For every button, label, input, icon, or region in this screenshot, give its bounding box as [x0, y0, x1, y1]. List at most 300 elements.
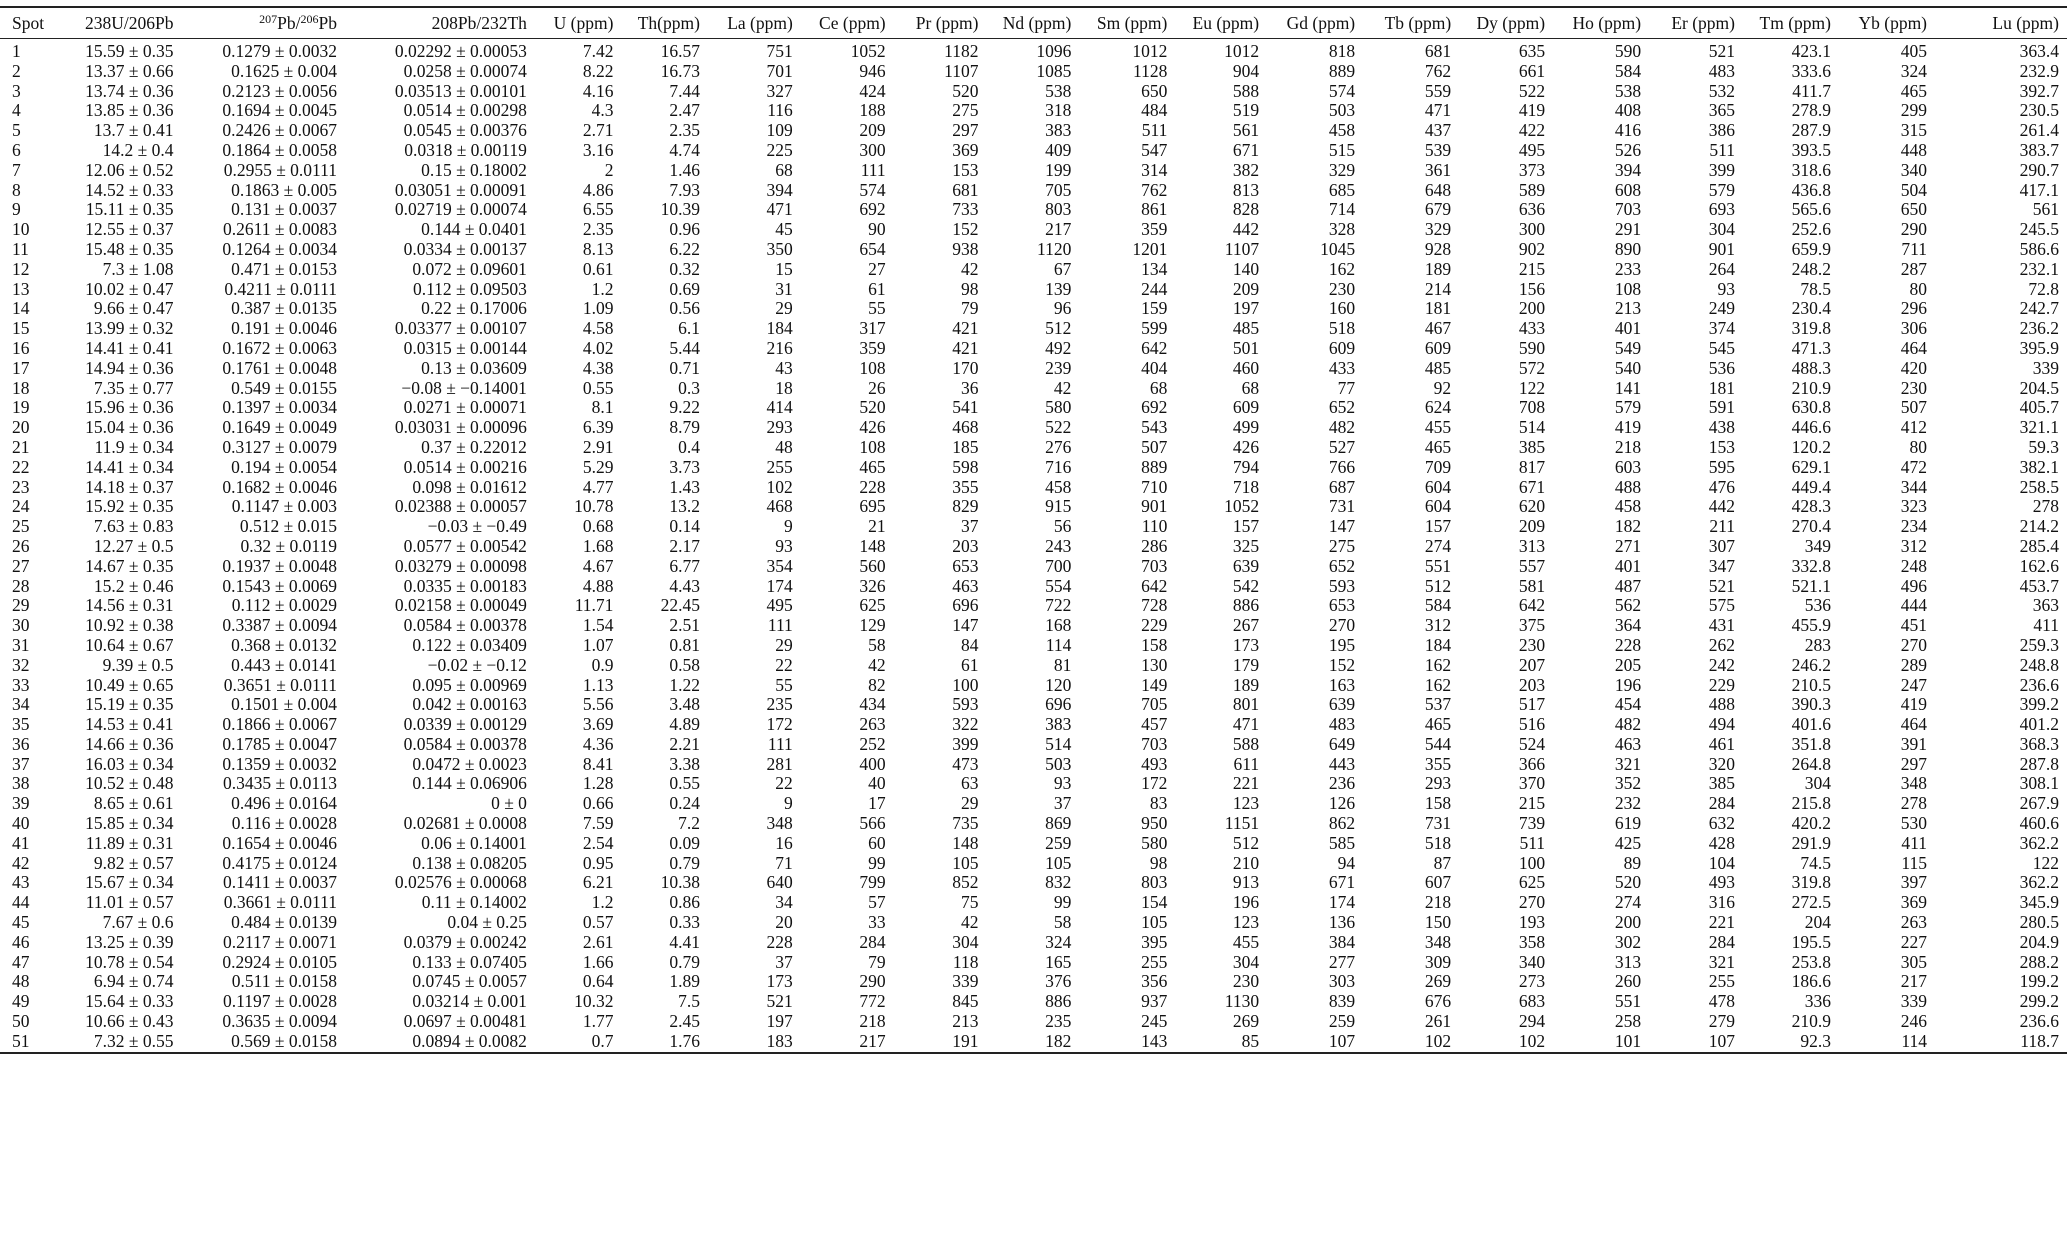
cell-dy: 495 [1518, 139, 1546, 160]
cell-gd: 585 [1328, 832, 1356, 853]
cell-spot: 43 [12, 872, 30, 893]
cell-u: 2.35 [582, 219, 614, 240]
cell-ce: 57 [868, 892, 886, 913]
cell-la: 93 [775, 535, 793, 556]
cell-pb-th: 0.13 ± 0.03609 [421, 357, 527, 378]
cell-u: 0.64 [582, 971, 614, 992]
cell-pr: 598 [952, 456, 979, 477]
cell-yb: 530 [1900, 813, 1928, 834]
cell-u-pb: 10.64 ± 0.67 [85, 634, 174, 655]
cell-ho: 401 [1614, 555, 1642, 576]
cell-u: 2 [604, 159, 614, 180]
cell-ce: 772 [859, 991, 886, 1012]
cell-gd: 818 [1328, 41, 1356, 61]
cell-u-pb: 14.94 ± 0.36 [85, 357, 174, 378]
cell-er: 284 [1708, 793, 1735, 814]
cell-u-pb: 9.66 ± 0.47 [93, 298, 174, 319]
cell-eu: 471 [1232, 714, 1260, 735]
cell-pb-th: −0.03 ± −0.49 [427, 516, 527, 537]
cell-th: 2.51 [669, 615, 700, 636]
table-row [0, 438, 2067, 458]
cell-er: 93 [1717, 278, 1735, 299]
cell-er: 575 [1708, 595, 1735, 616]
cell-er: 320 [1708, 753, 1735, 774]
cell-u: 5.56 [582, 694, 614, 715]
cell-u: 5.29 [582, 456, 614, 477]
cell-er: 242 [1708, 654, 1735, 675]
cell-eu: 1012 [1224, 41, 1260, 61]
cell-ho: 394 [1614, 159, 1642, 180]
cell-pr: 1182 [944, 41, 979, 61]
cell-nd: 869 [1045, 813, 1072, 834]
cell-sm: 484 [1141, 100, 1168, 121]
cell-la: 18 [775, 377, 793, 398]
cell-u-pb: 15.64 ± 0.33 [85, 991, 174, 1012]
cell-tb: 467 [1424, 318, 1452, 339]
cell-sm: 762 [1141, 179, 1168, 200]
cell-th: 10.39 [660, 199, 700, 220]
table-row [0, 260, 2067, 280]
cell-yb: 464 [1900, 714, 1928, 735]
cell-nd: 492 [1045, 337, 1072, 358]
cell-yb: 324 [1900, 60, 1928, 81]
cell-nd: 120 [1045, 674, 1072, 695]
cell-la: 111 [767, 733, 793, 754]
cell-pb-pb: 0.3661 ± 0.0111 [223, 892, 337, 913]
cell-tb: 539 [1424, 139, 1452, 160]
cell-ho: 258 [1614, 1011, 1642, 1032]
cell-eu: 512 [1232, 832, 1260, 853]
cell-yb: 348 [1900, 773, 1928, 794]
cell-nd: 96 [1053, 298, 1072, 319]
cell-pb-th: 0.0577 ± 0.00542 [403, 535, 527, 556]
cell-gd: 107 [1267, 1032, 1363, 1053]
table-row [0, 735, 2067, 755]
table-row [0, 418, 2067, 438]
cell-th: 6.22 [669, 238, 700, 259]
cell-ho: 487 [1614, 575, 1642, 596]
cell-pb-pb: 0.1649 ± 0.0049 [222, 417, 337, 438]
cell-u-pb: 7.67 ± 0.6 [102, 912, 174, 933]
cell-pb-pb: 0.1654 ± 0.0046 [222, 832, 337, 853]
cell-th: 6.1 [678, 318, 700, 339]
cell-tm: 349 [1804, 535, 1831, 556]
cell-ce: 654 [859, 238, 886, 259]
cell-tm: 629.1 [1791, 456, 1831, 477]
cell-tm: 332.8 [1791, 555, 1831, 576]
cell-pb-th: 0.042 ± 0.00163 [412, 694, 527, 715]
cell-pb-th: 0.02681 ± 0.0008 [403, 813, 527, 834]
cell-pb-pb: 0.3127 ± 0.0079 [222, 436, 337, 457]
cell-spot: 23 [12, 476, 30, 497]
cell-nd: 886 [1045, 991, 1072, 1012]
cell-gd: 163 [1328, 674, 1356, 695]
cell-lu: 460.6 [2019, 813, 2059, 834]
cell-eu: 671 [1232, 139, 1260, 160]
cell-pr: 681 [952, 179, 979, 200]
cell-tm: 449.4 [1791, 476, 1831, 497]
cell-pb-pb: 0.2117 ± 0.0071 [223, 931, 337, 952]
cell-tm: 304 [1804, 773, 1831, 794]
cell-pb-pb: 0.2955 ± 0.0111 [223, 159, 337, 180]
cell-pb-pb: 0.3387 ± 0.0094 [222, 615, 337, 636]
cell-gd: 230 [1328, 278, 1356, 299]
cell-la: 15 [775, 258, 793, 279]
cell-sm: 105 [1141, 912, 1168, 933]
cell-pr: 63 [960, 773, 979, 794]
cell-gd: 384 [1328, 931, 1356, 952]
cell-pr: 153 [952, 159, 979, 180]
cell-la: 102 [766, 476, 793, 497]
cell-gd: 482 [1328, 417, 1356, 438]
cell-tb: 485 [1424, 357, 1452, 378]
cell-gd: 483 [1328, 714, 1356, 735]
cell-eu: 157 [1232, 516, 1260, 537]
cell-sm: 457 [1141, 714, 1168, 735]
cell-lu: 345.9 [2019, 892, 2059, 913]
cell-eu: 68 [1241, 377, 1260, 398]
cell-ho: 274 [1614, 892, 1642, 913]
cell-yb: 504 [1900, 179, 1928, 200]
cell-gd: 687 [1328, 476, 1356, 497]
cell-la: 37 [775, 951, 793, 972]
table-row [0, 220, 2067, 240]
col-header-la: La (ppm) [708, 7, 801, 39]
cell-ho: 218 [1614, 436, 1642, 457]
cell-lu: 417.1 [2019, 179, 2059, 200]
cell-u: 1.28 [582, 773, 614, 794]
cell-spot: 8 [12, 179, 21, 200]
cell-la: 521 [766, 991, 793, 1012]
cell-sm: 705 [1141, 694, 1168, 715]
cell-th: 6.77 [669, 555, 700, 576]
table-row [0, 458, 2067, 478]
cell-gd: 328 [1328, 219, 1356, 240]
cell-spot: 9 [12, 199, 21, 220]
cell-spot: 42 [12, 852, 30, 873]
cell-pr: 37 [960, 516, 979, 537]
cell-la: 348 [766, 813, 793, 834]
cell-dy: 635 [1518, 41, 1546, 61]
cell-pb-th: 0.0545 ± 0.00376 [403, 120, 527, 141]
cell-ho: 538 [1614, 80, 1642, 101]
cell-spot: 28 [12, 575, 30, 596]
cell-u-pb: 7.3 ± 1.08 [102, 258, 174, 279]
cell-eu: 210 [1232, 852, 1260, 873]
cell-yb: 312 [1900, 535, 1928, 556]
cell-spot: 39 [12, 793, 30, 814]
cell-nd: 409 [1045, 139, 1072, 160]
cell-sm: 314 [1141, 159, 1168, 180]
cell-tb: 584 [1424, 595, 1452, 616]
cell-ho: 302 [1614, 931, 1642, 952]
cell-gd: 277 [1328, 951, 1356, 972]
cell-tm: 272.5 [1791, 892, 1831, 913]
table-row [0, 577, 2067, 597]
cell-la: 281 [766, 753, 793, 774]
cell-lu: 59.3 [2028, 436, 2059, 457]
cell-pr: 355 [952, 476, 979, 497]
cell-pr: 421 [952, 337, 979, 358]
cell-th: 7.44 [669, 80, 700, 101]
cell-ce: 359 [859, 337, 886, 358]
cell-u: 3.16 [582, 139, 614, 160]
cell-yb: 114 [1839, 1032, 1935, 1053]
cell-u: 1.77 [582, 1011, 614, 1032]
cell-pb-th: 0.03031 ± 0.00096 [394, 417, 527, 438]
cell-th: 1.76 [621, 1032, 708, 1053]
table-row [0, 398, 2067, 418]
cell-eu: 230 [1232, 971, 1260, 992]
cell-pr: 98 [960, 278, 979, 299]
cell-dy: 683 [1518, 991, 1546, 1012]
cell-dy: 739 [1518, 813, 1546, 834]
cell-sm: 703 [1141, 733, 1168, 754]
cell-th: 7.5 [678, 991, 700, 1012]
cell-gd: 862 [1328, 813, 1356, 834]
cell-u-pb: 13.74 ± 0.36 [85, 80, 174, 101]
cell-tb: 261 [1424, 1011, 1452, 1032]
col-header-238u-206pb: 238U/206Pb [63, 7, 181, 39]
cell-ho: 408 [1614, 100, 1642, 121]
cell-nd: 705 [1045, 179, 1072, 200]
table-body [0, 39, 2067, 1053]
cell-sm: 359 [1141, 219, 1168, 240]
cell-pb-pb: 0.1866 ± 0.0067 [222, 714, 337, 735]
cell-gd: 77 [1337, 377, 1356, 398]
cell-er: 442 [1708, 496, 1735, 517]
table-row [0, 596, 2067, 616]
cell-tm: 565.6 [1791, 199, 1831, 220]
cell-tm: 195.5 [1791, 931, 1831, 952]
table-row [0, 121, 2067, 141]
cell-spot: 5 [12, 120, 21, 141]
cell-pb-pb: 0.368 ± 0.0132 [231, 634, 337, 655]
cell-pb-pb: 0.1359 ± 0.0032 [222, 753, 337, 774]
cell-u-pb: 14.41 ± 0.41 [85, 337, 174, 358]
cell-yb: 397 [1900, 872, 1928, 893]
cell-u: 8.1 [591, 397, 614, 418]
cell-pb-th: 0.03214 ± 0.001 [412, 991, 527, 1012]
cell-lu: 214.2 [2019, 516, 2059, 537]
cell-pb-th: 0.0745 ± 0.0057 [412, 971, 527, 992]
cell-er: 386 [1708, 120, 1735, 141]
cell-pb-pb: 0.1863 ± 0.005 [231, 179, 337, 200]
cell-dy: 373 [1518, 159, 1546, 180]
cell-eu: 426 [1232, 436, 1260, 457]
cell-lu: 382.1 [2019, 456, 2059, 477]
cell-ho: 401 [1614, 318, 1642, 339]
cell-u-pb: 14.66 ± 0.36 [85, 733, 174, 754]
cell-pb-pb: 0.511 ± 0.0158 [231, 971, 337, 992]
cell-ce: 284 [859, 931, 886, 952]
cell-pb-pb: 0.1147 ± 0.003 [231, 496, 337, 517]
table-row [0, 893, 2067, 913]
cell-pb-pb: 0.387 ± 0.0135 [231, 298, 337, 319]
cell-la: 48 [775, 436, 793, 457]
cell-nd: 165 [1045, 951, 1072, 972]
cell-tb: 355 [1424, 753, 1452, 774]
cell-ho: 141 [1614, 377, 1642, 398]
cell-u: 1.68 [582, 535, 614, 556]
cell-tb: 624 [1424, 397, 1452, 418]
cell-pr: 304 [952, 931, 979, 952]
cell-tb: 544 [1424, 733, 1452, 754]
cell-la: 16 [775, 832, 793, 853]
cell-spot: 49 [12, 991, 30, 1012]
cell-pb-th: 0.144 ± 0.06906 [412, 773, 527, 794]
cell-pb-th: 0.02158 ± 0.00049 [394, 595, 527, 616]
cell-yb: 465 [1900, 80, 1928, 101]
cell-ho: 425 [1614, 832, 1642, 853]
cell-u: 1.13 [582, 674, 614, 695]
cell-tb: 348 [1424, 931, 1452, 952]
cell-ce: 58 [868, 634, 886, 655]
cell-la: 109 [766, 120, 793, 141]
cell-pb-pb: 0.131 ± 0.0037 [231, 199, 337, 220]
cell-tm: 287.9 [1791, 120, 1831, 141]
cell-pb-pb: 0.1682 ± 0.0046 [222, 476, 337, 497]
cell-la: 29 [775, 634, 793, 655]
cell-tm: 420.2 [1791, 813, 1831, 834]
cell-yb: 290 [1900, 219, 1928, 240]
cell-gd: 714 [1328, 199, 1356, 220]
cell-pb-th: 0.0271 ± 0.00071 [403, 397, 527, 418]
cell-nd: 199 [1045, 159, 1072, 180]
cell-er: 211 [1709, 516, 1735, 537]
cell-yb: 507 [1900, 397, 1928, 418]
cell-pr: 148 [952, 832, 979, 853]
cell-th: 16.73 [660, 60, 700, 81]
cell-dy: 385 [1518, 436, 1546, 457]
cell-sm: 803 [1141, 872, 1168, 893]
cell-eu: 173 [1232, 634, 1260, 655]
cell-pb-pb: 0.112 ± 0.0029 [231, 595, 337, 616]
table-row [0, 656, 2067, 676]
cell-yb: 448 [1900, 139, 1928, 160]
cell-eu: 325 [1232, 535, 1260, 556]
cell-sm: 229 [1141, 615, 1168, 636]
cell-spot: 27 [12, 555, 30, 576]
cell-spot: 20 [12, 417, 30, 438]
cell-ho: 619 [1614, 813, 1642, 834]
cell-lu: 453.7 [2019, 575, 2059, 596]
cell-eu: 609 [1232, 397, 1260, 418]
cell-th: 7.2 [678, 813, 700, 834]
cell-tm: 215.8 [1791, 793, 1831, 814]
cell-spot: 4 [12, 100, 21, 121]
cell-yb: 230 [1900, 377, 1928, 398]
cell-u-pb: 7.63 ± 0.83 [93, 516, 174, 537]
cell-u: 0.9 [591, 654, 614, 675]
cell-u: 8.41 [582, 753, 614, 774]
cell-gd: 671 [1328, 872, 1356, 893]
cell-th: 1.89 [669, 971, 700, 992]
cell-eu: 123 [1232, 912, 1260, 933]
cell-eu: 1107 [1224, 238, 1260, 259]
cell-er: 579 [1708, 179, 1735, 200]
cell-tb: 551 [1424, 555, 1452, 576]
cell-th: 4.41 [669, 931, 700, 952]
cell-tb: 162 [1424, 654, 1452, 675]
cell-yb: 217 [1900, 971, 1928, 992]
cell-pr: 213 [952, 1011, 979, 1032]
cell-u-pb: 14.18 ± 0.37 [85, 476, 174, 497]
cell-u: 10.78 [574, 496, 614, 517]
cell-spot: 32 [12, 654, 30, 675]
cell-pb-pb: 0.32 ± 0.0119 [240, 535, 337, 556]
cell-tm: 248.2 [1791, 258, 1831, 279]
cell-gd: 527 [1328, 436, 1356, 457]
cell-lu: 199.2 [2019, 971, 2059, 992]
cell-sm: 507 [1141, 436, 1168, 457]
cell-pb-th: 0.06 ± 0.14001 [421, 832, 527, 853]
cell-spot: 40 [12, 813, 30, 834]
cell-tm: 428.3 [1791, 496, 1831, 517]
cell-pr: 463 [952, 575, 979, 596]
cell-tm: 319.8 [1791, 318, 1831, 339]
cell-nd: 114 [1045, 634, 1072, 655]
cell-la: 350 [766, 238, 793, 259]
col-header-pr: Pr (ppm) [894, 7, 987, 39]
cell-la: 495 [766, 595, 793, 616]
cell-spot: 33 [12, 674, 30, 695]
cell-pb-th: 0.072 ± 0.09601 [412, 258, 527, 279]
table-row [0, 794, 2067, 814]
cell-nd: 915 [1045, 496, 1072, 517]
cell-er: 321 [1708, 951, 1735, 972]
cell-nd: 217 [1045, 219, 1072, 240]
cell-u: 6.39 [582, 417, 614, 438]
col-header-eu: Eu (ppm) [1175, 7, 1267, 39]
table-row [0, 39, 2067, 62]
cell-u: 10.32 [574, 991, 614, 1012]
cell-tm: 423.1 [1791, 41, 1831, 61]
cell-er: 307 [1708, 535, 1735, 556]
cell-pr: 735 [952, 813, 979, 834]
cell-pr: 829 [952, 496, 979, 517]
cell-pb-pb: 0.4175 ± 0.0124 [222, 852, 337, 873]
cell-u-pb: 7.35 ± 0.77 [93, 377, 174, 398]
cell-lu: 248.8 [2019, 654, 2059, 675]
cell-u: 1.54 [582, 615, 614, 636]
cell-u: 2.54 [582, 832, 614, 853]
cell-ho: 551 [1614, 991, 1642, 1012]
cell-eu: 1130 [1224, 991, 1260, 1012]
cell-er: 279 [1708, 1011, 1735, 1032]
cell-ce: 42 [868, 654, 886, 675]
cell-yb: 297 [1900, 753, 1928, 774]
cell-tm: 390.3 [1791, 694, 1831, 715]
cell-la: 71 [775, 852, 793, 873]
cell-u-pb: 10.66 ± 0.43 [85, 1011, 174, 1032]
cell-er: 438 [1708, 417, 1735, 438]
cell-th: 10.38 [660, 872, 700, 893]
cell-th: 3.38 [669, 753, 700, 774]
table-row [0, 992, 2067, 1012]
cell-tm: 336 [1804, 991, 1831, 1012]
cell-lu: 405.7 [2019, 397, 2059, 418]
cell-ce: 99 [868, 852, 886, 873]
cell-u: 4.3 [591, 100, 614, 121]
col-header-gd: Gd (ppm) [1267, 7, 1363, 39]
cell-pb-th: 0.095 ± 0.00969 [412, 674, 527, 695]
cell-pb-pb: 0.1694 ± 0.0045 [222, 100, 337, 121]
cell-sm: 642 [1141, 575, 1168, 596]
cell-la: 471 [766, 199, 793, 220]
cell-pb-pb: 0.1543 ± 0.0069 [222, 575, 337, 596]
cell-nd: 67 [1053, 258, 1072, 279]
